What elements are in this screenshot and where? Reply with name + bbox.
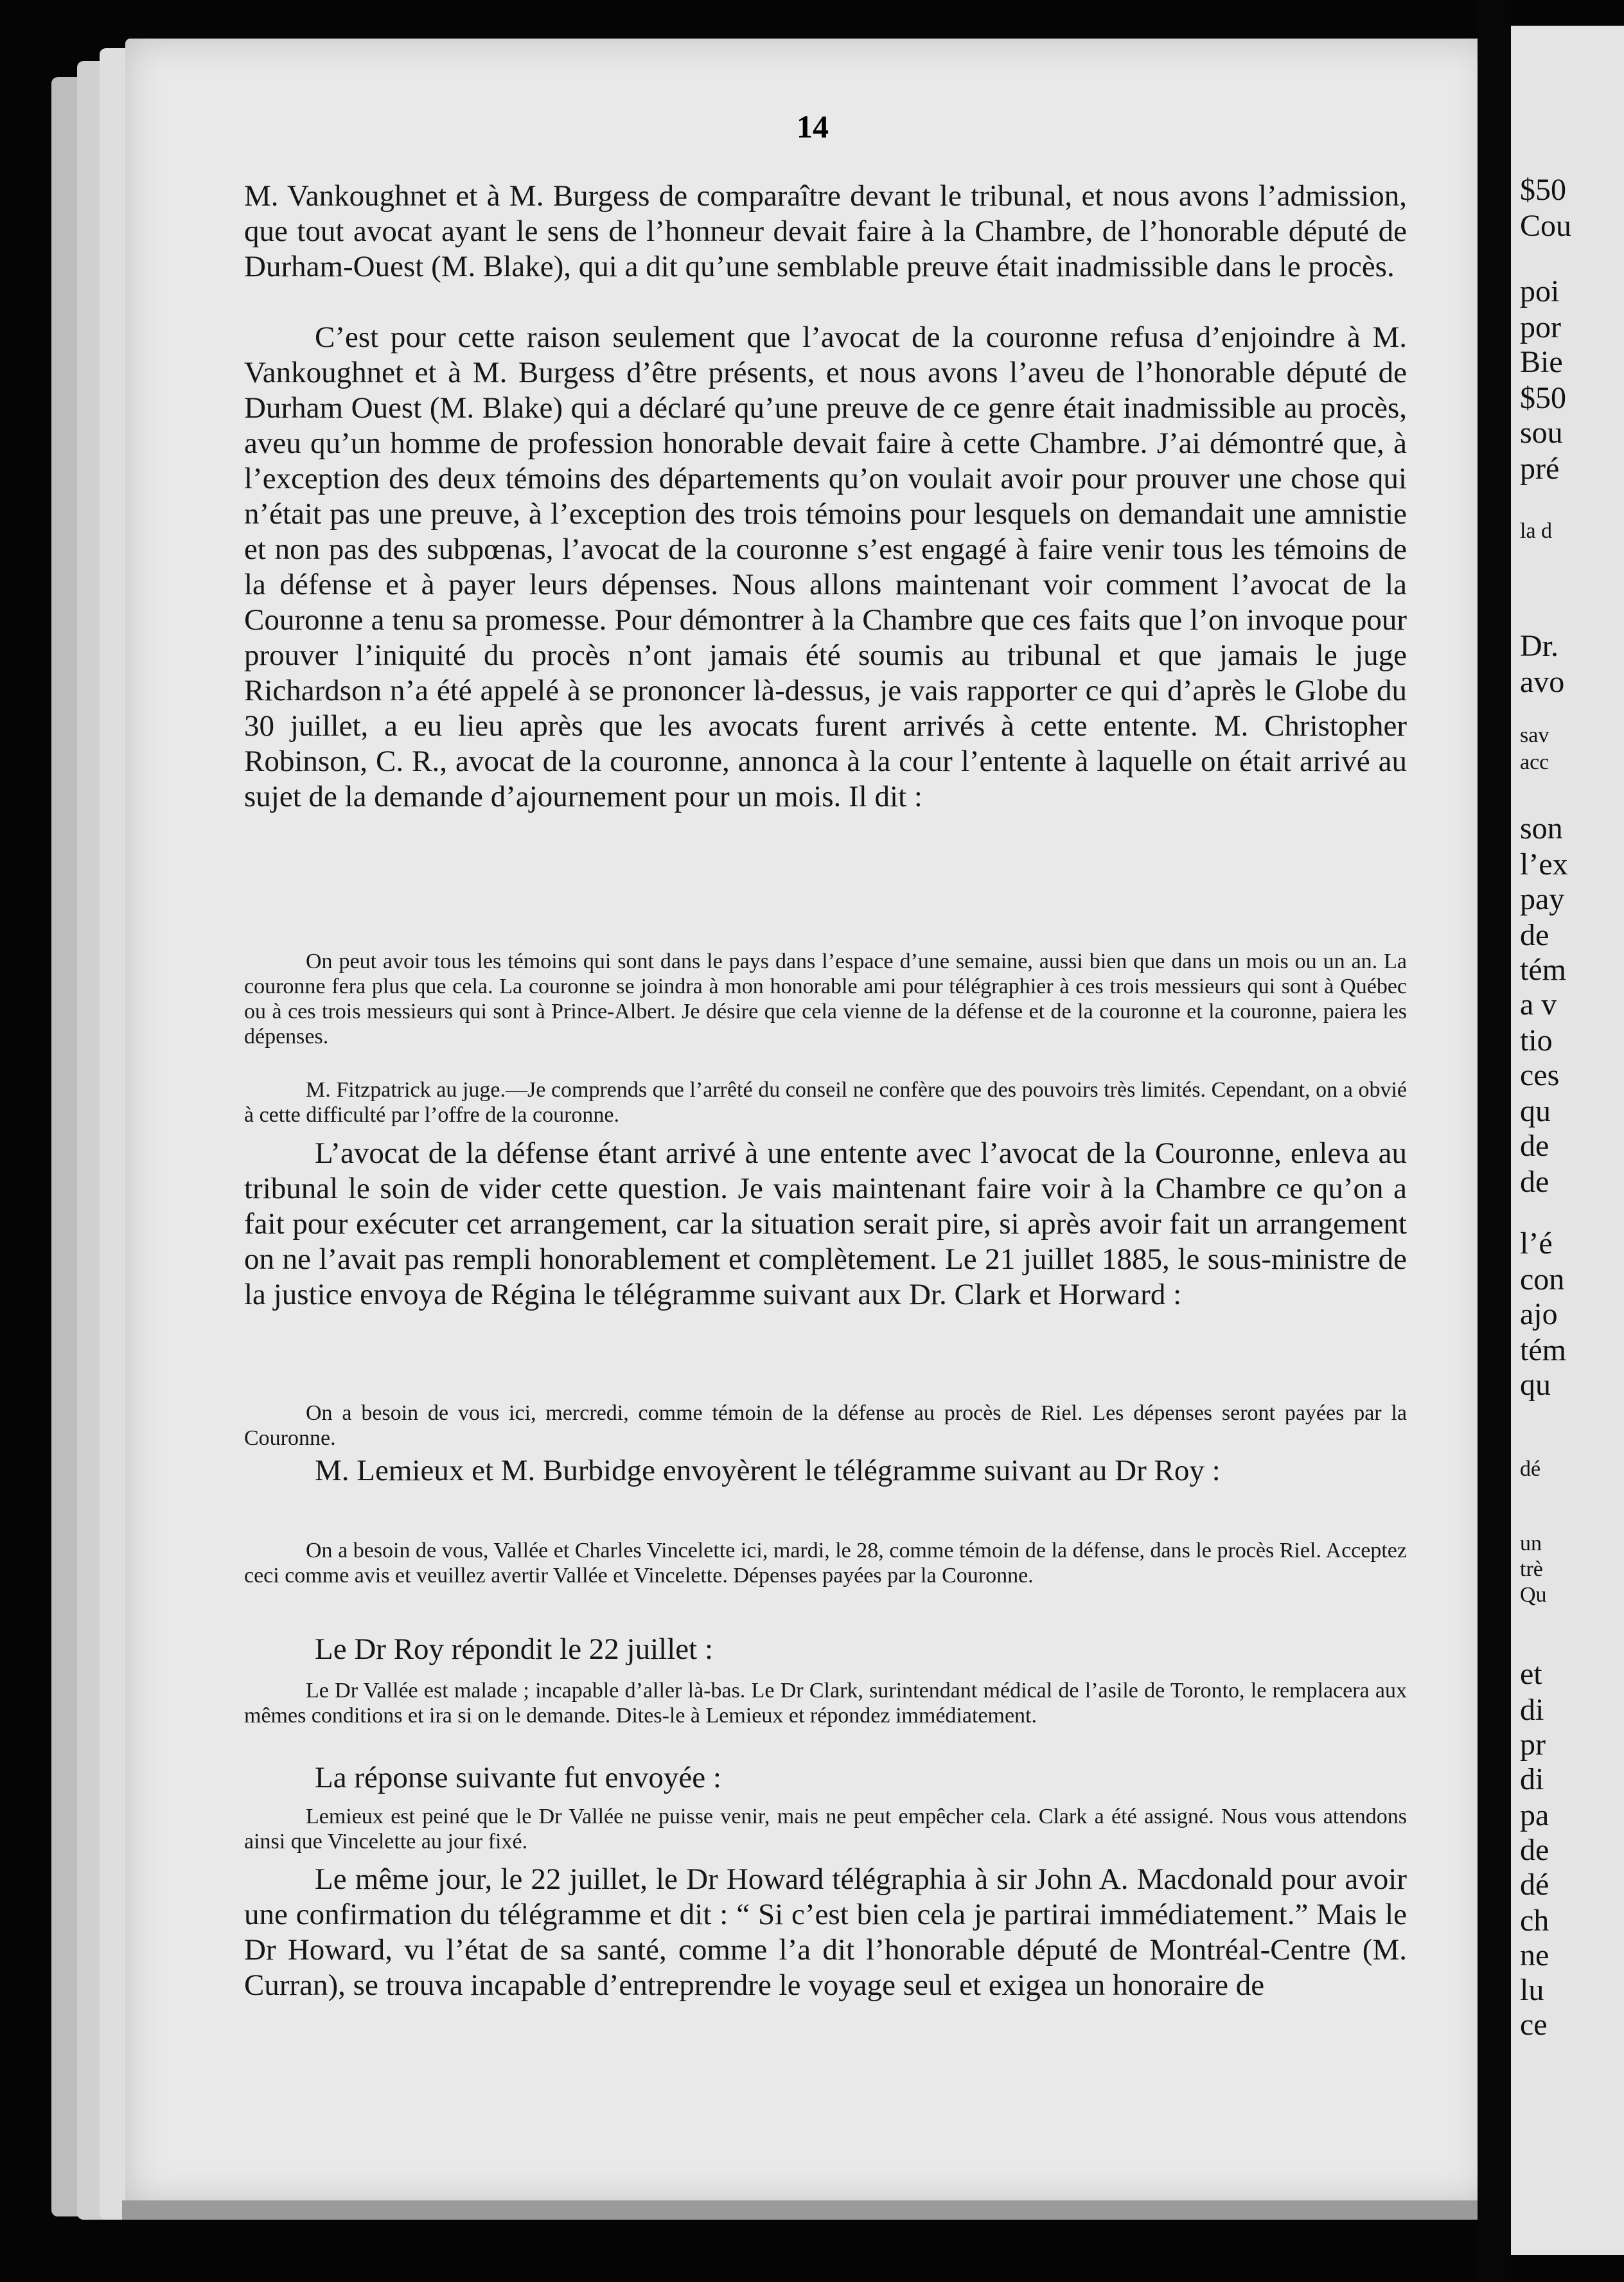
facing-page-fragment: dé	[1520, 1868, 1549, 1902]
facing-page-fragment: tio	[1520, 1023, 1553, 1057]
facing-page-fragment: $50	[1520, 381, 1566, 415]
body-paragraph: Le même jour, le 22 juillet, le Dr Howard télégraphia à sir John A. Macdonald pour avoir une confirmation du télégramme et dit : “ Si c’est bien cela je partirai immédiatement.” Mais le Dr Howard, vu l’état de sa santé, comme l’a dit l’honorable député de Montréal-Centre (M. Curran), se trouva incapable d’entreprendre le voyage seul et exigea un honoraire de	[244, 1862, 1407, 2002]
telegram-text: On a besoin de vous ici, mercredi, comme témoin de la défense au procès de Riel. Les dépenses seront payées par la Couronne.	[244, 1401, 1407, 1450]
facing-page-fragment: et	[1520, 1657, 1542, 1691]
facing-page-fragment: tém	[1520, 953, 1566, 987]
facing-page-fragment: un	[1520, 1532, 1542, 1555]
body-paragraph: La réponse suivante fut envoyée :	[315, 1761, 721, 1794]
facing-page-fragment: di	[1520, 1693, 1544, 1727]
facing-page-fragment: poi	[1520, 274, 1560, 308]
facing-page-fragment: Cou	[1520, 209, 1572, 243]
body-paragraph: L’avocat de la défense étant arrivé à une entente avec l’avocat de la Couronne, enleva au tribunal le soin de vider cette question. Je vais maintenant faire voir à la Chambre ce qu’on a fait pour exécuter cet arrangement, car la situation serait pire, si après avoir fait un arrangement on ne l’avait pas rempli honorablement et complètement. Le 21 juillet 1885, le sous-ministre de la justice envoya de Régina le télégramme suivant aux Dr. Clark et Horward :	[244, 1137, 1407, 1311]
facing-page-fragment: acc	[1520, 750, 1549, 774]
body-paragraph: Le Dr Roy répondit le 22 juillet :	[315, 1632, 714, 1666]
facing-page-fragment: ces	[1520, 1058, 1560, 1092]
body-paragraph: M. Lemieux et M. Burbidge envoyèrent le télégramme suivant au Dr Roy :	[315, 1454, 1221, 1487]
facing-page-fragment: lu	[1520, 1973, 1544, 2007]
telegram-text: On a besoin de vous, Vallée et Charles Vincelette ici, mardi, le 28, comme témoin de la défense, dans le procès Riel. Acceptez ceci comme avis et veuillez avertir Vallée et Vincelette. Dépenses payées par la Couronne.	[244, 1539, 1407, 1588]
facing-page-fragment: de	[1520, 1165, 1549, 1199]
telegram-text: Le Dr Vallée est malade ; incapable d’aller là-bas. Le Dr Clark, surintendant médical de l’asile de Toronto, le remplacera aux mêmes conditions et ira si on le demande. Dites-le à Lemieux et répondez immédiatement.	[244, 1679, 1407, 1728]
book-gutter	[1478, 0, 1511, 2282]
facing-page-fragment: trè	[1520, 1557, 1543, 1581]
facing-page-fragment: pr	[1520, 1728, 1546, 1762]
facing-page-fragment: son	[1520, 811, 1563, 845]
facing-page-fragment: de	[1520, 1129, 1549, 1163]
facing-page-fragment: por	[1520, 310, 1561, 344]
facing-page-fragment: Bie	[1520, 345, 1563, 379]
facing-page-fragment: la d	[1520, 519, 1553, 543]
facing-page-fragment: sav	[1520, 723, 1549, 747]
body-paragraph: M. Vankoughnet et à M. Burgess de comparaître devant le tribunal, et nous avons l’admission, que tout avocat ayant le sens de l’honneur devait faire à la Chambre, de l’honorable député de Durham-Ouest (M. Blake), qui a dit qu’une semblable preuve était inadmissible dans le procès.	[244, 179, 1407, 283]
facing-page-fragment: ce	[1520, 2008, 1548, 2042]
facing-page	[1511, 26, 1624, 2255]
facing-page-fragment: tém	[1520, 1333, 1566, 1367]
facing-page-fragment: qu	[1520, 1368, 1551, 1402]
facing-page-fragment: di	[1520, 1762, 1544, 1796]
facing-page-fragment: ajo	[1520, 1297, 1558, 1331]
facing-page-fragment: dé	[1520, 1457, 1541, 1481]
page-number: 14	[797, 109, 829, 145]
facing-page-fragment: pay	[1520, 882, 1565, 916]
quoted-passage: On peut avoir tous les témoins qui sont dans le pays dans l’espace d’une semaine, aussi bien que dans un mois ou un an. La couronne fera plus que cela. La couronne se joindra à mon honorable ami pour télégraphier à ces trois messieurs qui sont à Québec ou à ces trois messieurs qui sont à Prince-Albert. Je désire que cela vienne de la défense et de la couronne et la couronne, paiera les dépenses.	[244, 950, 1407, 1048]
telegram-text: Lemieux est peiné que le Dr Vallée ne puisse venir, mais ne peut empêcher cela. Clark a été assigné. Nous vous attendons ainsi que Vincelette au jour fixé.	[244, 1805, 1407, 1853]
facing-page-fragment: $50	[1520, 173, 1566, 207]
quoted-passage: M. Fitzpatrick au juge.—Je comprends que l’arrêté du conseil ne confère que des pouvoirs très limités. Cependant, on a obvié à cette difficulté par l’offre de la couronne.	[244, 1078, 1407, 1127]
page-bottom-edge	[122, 2200, 1497, 2220]
facing-page-fragment: de	[1520, 918, 1549, 952]
facing-page-fragment: Qu	[1520, 1583, 1547, 1607]
body-paragraph: C’est pour cette raison seulement que l’avocat de la couronne refusa d’enjoindre à M. Vankoughnet et à M. Burgess d’être présents, et nous avons l’aveu de l’honorable député de Durham Ouest (M. Blake) qui a déclaré qu’une preuve de ce genre était inadmissible au procès, aveu qu’un homme de profession honorable devait faire à cette Chambre. J’ai démontré que, à l’exception des deux témoins des départements qu’on voulait avoir pour prouver une chose qui n’était pas une preuve, à l’exception des trois témoins pour lesquels on demandait une amnistie et non pas des subpœnas, l’avocat de la couronne s’est engagé à faire venir tous les témoins de la défense et à payer leurs dépenses. Nous allons maintenant voir comment l’avocat de la Couronne a tenu sa promesse. Pour démontrer à la Chambre que ces faits que l’on invoque pour prouver l’iniquité du procès n’ont jamais été soumis au tribunal et que jamais le juge Richardson n’a été appelé à se prononcer là-dessus, je vais rapporter ce qui d’après le Globe du 30 juillet, a eu lieu après que les avocats furent arrivés à cette entente. M. Christopher Robinson, C. R., avocat de la couronne, annonca à la cour l’entente à laquelle on était arrivé au sujet de la demande d’ajournement pour un mois. Il dit :	[244, 321, 1407, 813]
facing-page-fragment: qu	[1520, 1094, 1551, 1128]
facing-page-fragment: l’é	[1520, 1226, 1553, 1260]
facing-page-fragment: de	[1520, 1833, 1549, 1867]
facing-page-fragment: sou	[1520, 416, 1563, 450]
facing-page-fragment: pa	[1520, 1798, 1549, 1832]
facing-page-fragment: avo	[1520, 665, 1565, 699]
facing-page-fragment: ch	[1520, 1904, 1549, 1938]
facing-page-fragment: l’ex	[1520, 847, 1568, 881]
facing-page-fragment: pré	[1520, 452, 1560, 486]
facing-page-fragment: Dr.	[1520, 629, 1558, 663]
facing-page-fragment: con	[1520, 1262, 1565, 1296]
facing-page-fragment: ne	[1520, 1938, 1549, 1972]
facing-page-fragment: a v	[1520, 987, 1557, 1022]
